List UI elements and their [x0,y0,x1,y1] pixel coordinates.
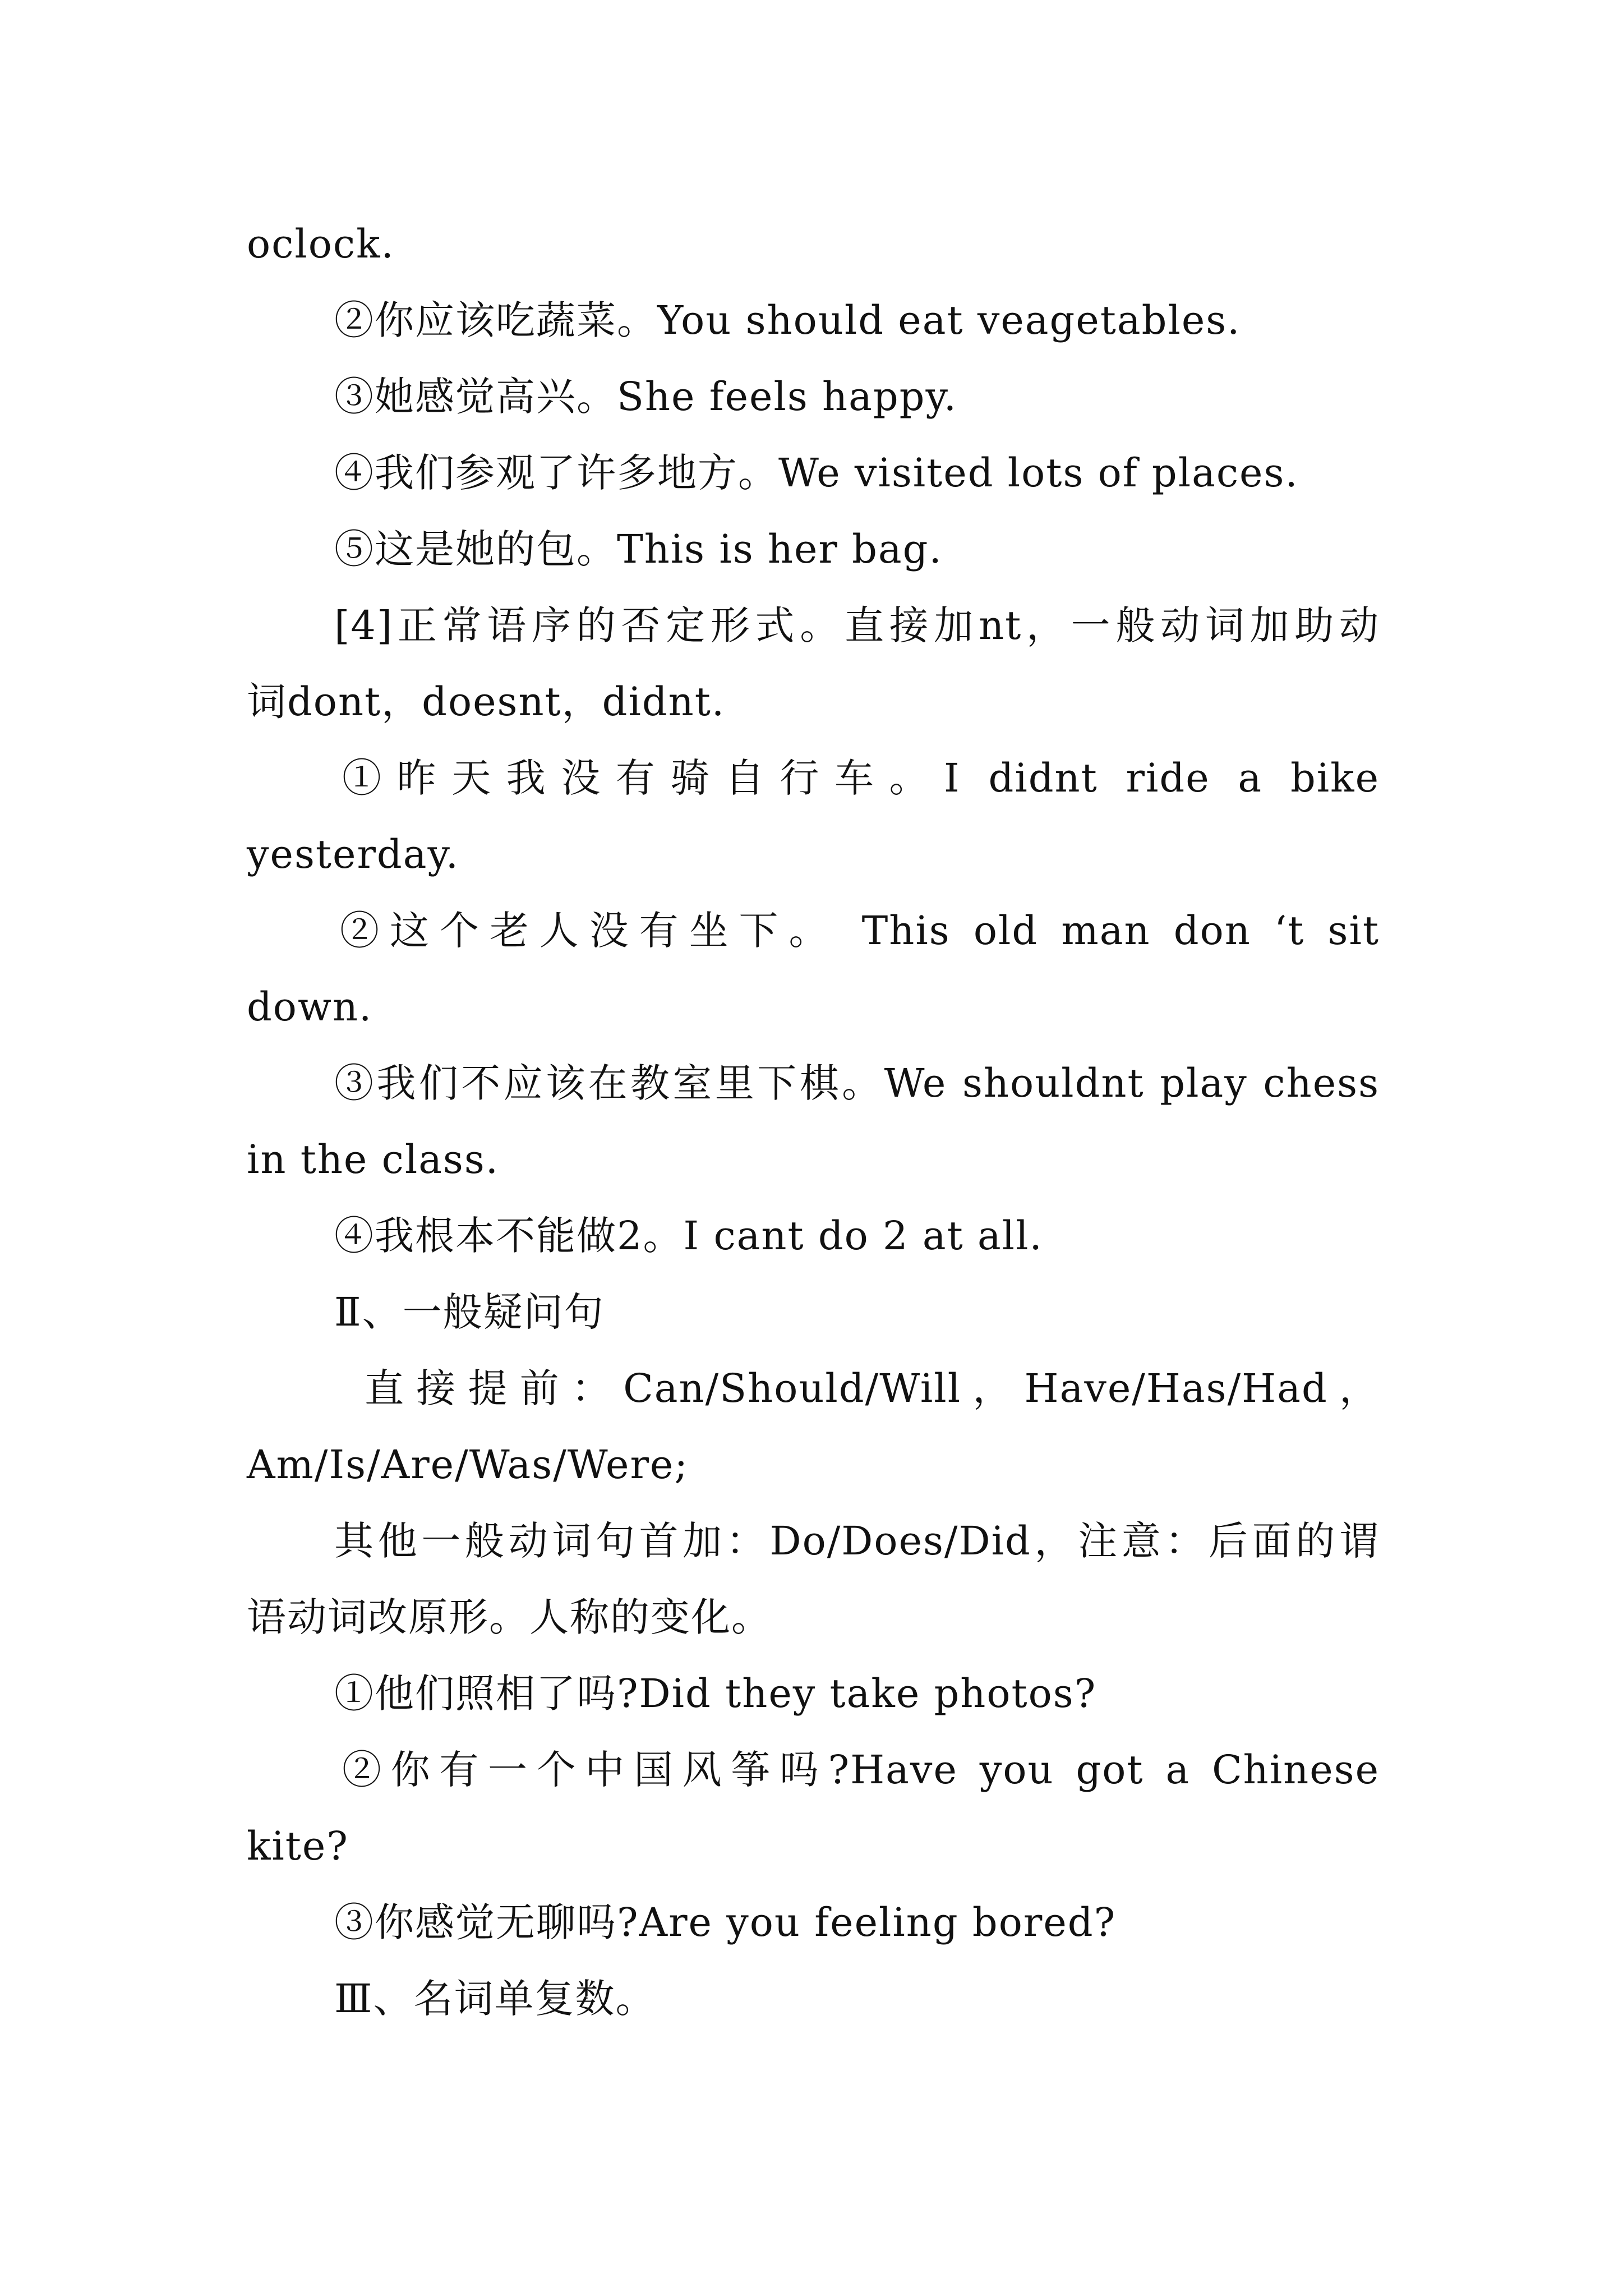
text-line-13: in the class. [247,1137,500,1182]
text-line-22: kite? [247,1823,349,1869]
text-line-17: Am/Is/Are/Was/Were; [247,1442,689,1488]
text-line-14: ④我根本不能做2。I cant do 2 at all. [334,1213,1043,1259]
text-line-21: ②你有一个中国风筝吗?Have you got a Chinese [342,1747,1380,1793]
text-line-2: ②你应该吃蔬菜。You should eat veagetables. [334,297,1241,343]
text-line-12: ③我们不应该在教室里下棋。We shouldnt play chess [334,1060,1380,1106]
text-line-6: [4]正常语序的否定形式。直接加nt，一般动词加助动 [334,602,1380,648]
text-line-10: ②这个老人没有坐下。 This old man don ‘t sit [340,908,1380,954]
text-line-5: ⑤这是她的包。This is her bag. [334,526,943,572]
text-line-7: 词dont，doesnt，didnt. [247,679,726,725]
text-line-18: 其他一般动词句首加：Do/Does/Did，注意：后面的谓 [334,1518,1380,1564]
text-line-24: Ⅲ、名词单复数。 [334,1976,656,2022]
text-line-9: yesterday. [247,831,459,877]
text-line-8: ①昨天我没有骑自行车。I didnt ride a bike [342,755,1380,801]
text-line-3: ③她感觉高兴。She feels happy. [334,374,957,420]
text-line-16: 直接提前：Can/Should/Will，Have/Has/Had， [365,1365,1380,1411]
text-line-1: oclock. [247,221,395,267]
text-line-11: down. [247,984,373,1030]
text-line-4: ④我们参观了许多地方。We visited lots of places. [334,450,1299,496]
text-line-23: ③你感觉无聊吗?Are you feeling bored? [334,1899,1117,1945]
text-line-15: Ⅱ、一般疑问句 [334,1289,605,1335]
text-line-19: 语动词改原形。人称的变化。 [247,1594,772,1640]
text-line-20: ①他们照相了吗?Did they take photos? [334,1671,1097,1717]
